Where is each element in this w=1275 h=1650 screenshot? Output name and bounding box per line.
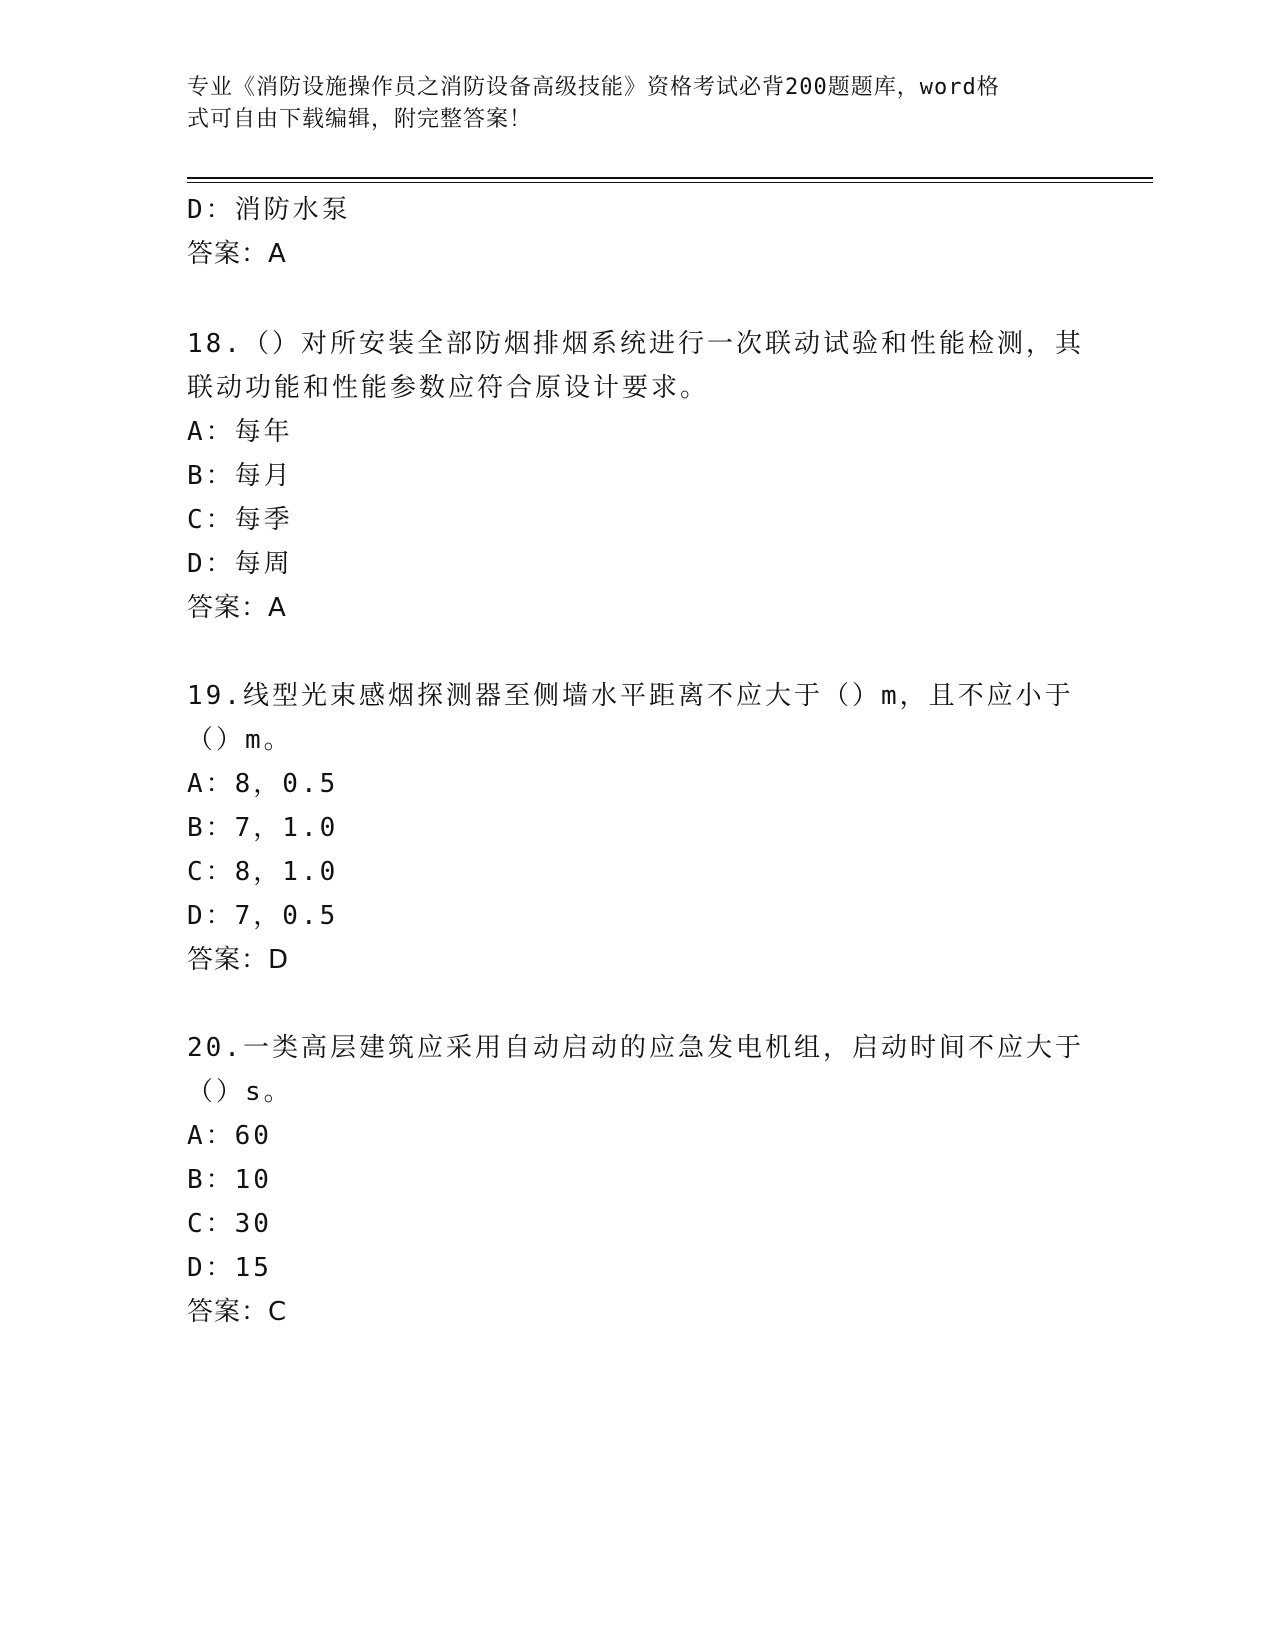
q20-answer: 答案：C	[187, 1297, 288, 1327]
q19-option-d: D：7，0.5	[187, 901, 339, 931]
header-line-2: 式可自由下载编辑，附完整答案！	[187, 107, 533, 132]
q19-answer: 答案：D	[187, 945, 290, 975]
q19-option-c: C：8，1.0	[187, 857, 339, 887]
q20-stem-line-2: （）s。	[187, 1077, 293, 1107]
q18-stem-line-1: 18.（）对所安装全部防烟排烟系统进行一次联动试验和性能检测，其	[187, 329, 1084, 359]
q20-option-b: B：10	[187, 1165, 272, 1195]
q19-option-b: B：7，1.0	[187, 813, 339, 843]
header-divider-thin	[187, 182, 1153, 183]
header-line-1: 专业《消防设施操作员之消防设备高级技能》资格考试必背200题题库，word格	[187, 75, 1000, 100]
header-divider-thick	[187, 177, 1153, 179]
q17-option-d: D：消防水泵	[187, 195, 351, 225]
q18-option-c: C：每季	[187, 505, 293, 535]
q18-answer: 答案：A	[187, 593, 287, 623]
q19-stem-line-2: （）m。	[187, 725, 293, 755]
q20-option-a: A：60	[187, 1121, 272, 1151]
q18-stem-line-2: 联动功能和性能参数应符合原设计要求。	[187, 373, 710, 403]
q17-answer: 答案：A	[187, 239, 287, 269]
q20-stem-line-1: 20.一类高层建筑应采用自动启动的应急发电机组，启动时间不应大于	[187, 1033, 1084, 1063]
q18-option-d: D：每周	[187, 549, 293, 579]
document-header	[187, 72, 1067, 136]
q20-option-d: D：15	[187, 1253, 272, 1283]
q19-stem-line-1: 19.线型光束感烟探测器至侧墙水平距离不应大于（）m，且不应小于	[187, 681, 1074, 711]
q18-option-b: B：每月	[187, 461, 293, 491]
q20-option-c: C：30	[187, 1209, 272, 1239]
q19-option-a: A：8，0.5	[187, 769, 339, 799]
q18-option-a: A：每年	[187, 417, 293, 447]
